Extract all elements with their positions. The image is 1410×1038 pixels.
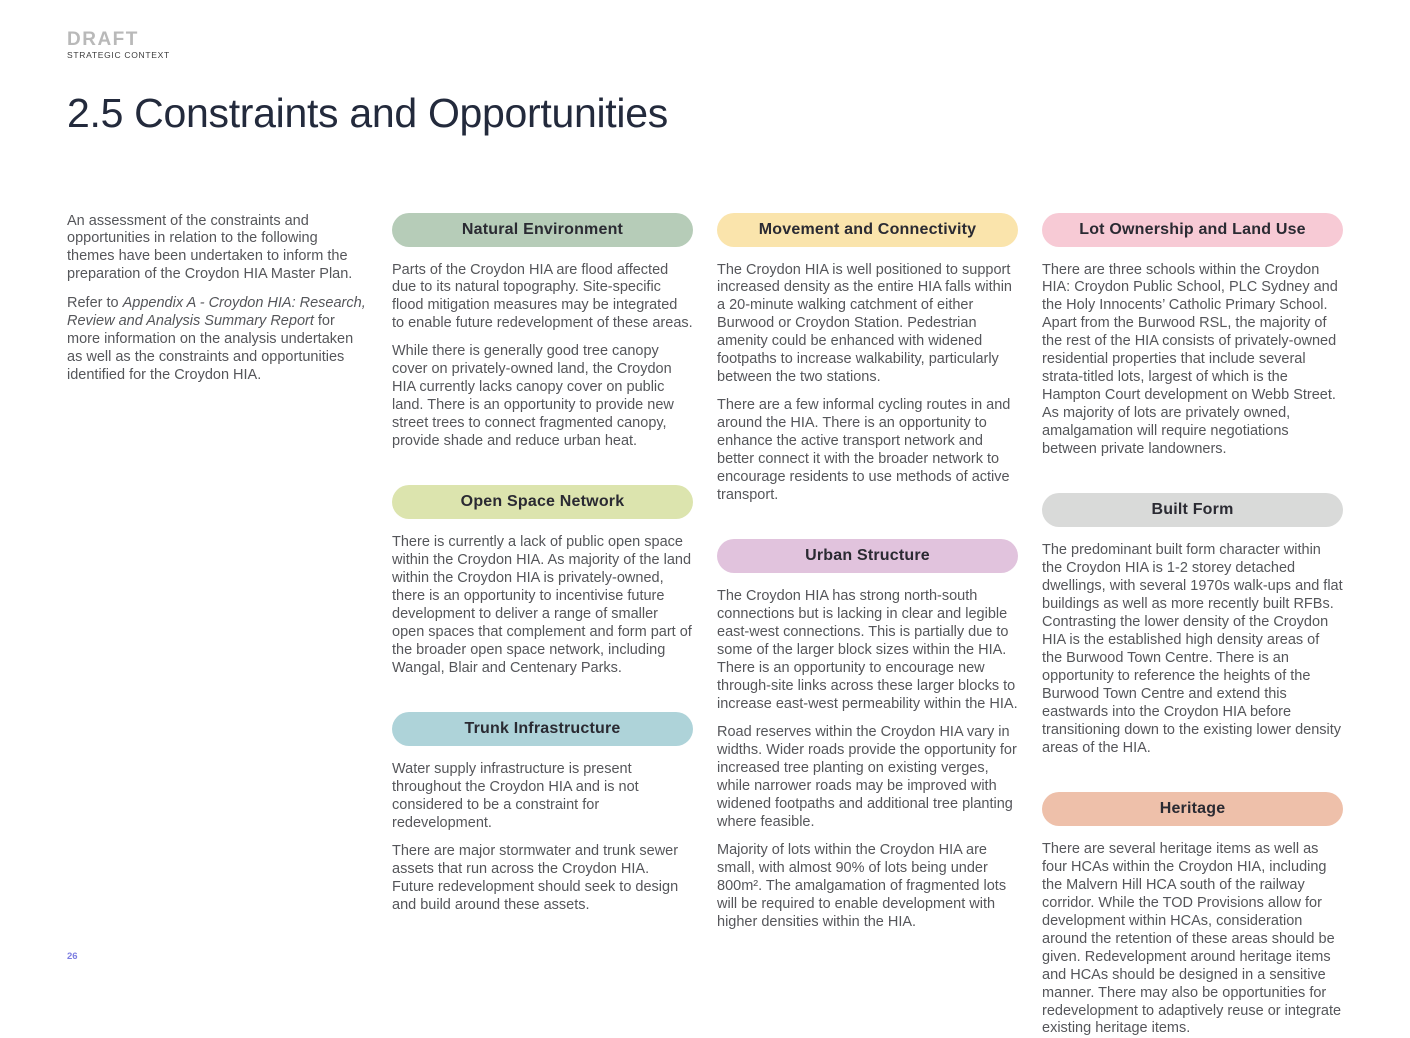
- theme-card-built-form: [1042, 493, 1343, 758]
- theme-pill-label: Trunk Infrastructure: [464, 720, 620, 738]
- theme-pill-label: Urban Structure: [805, 547, 930, 565]
- theme-pill-natural-environment: [392, 213, 693, 247]
- section-context-label: STRATEGIC CONTEXT: [67, 51, 1343, 60]
- theme-pill-label: Open Space Network: [461, 493, 625, 511]
- theme-paragraph: The Croydon HIA is well positioned to support increased density as the entire HIA falls within a 20-minute walking catchment of either Burwood or Croydon Station. Pedestrian amenity could be enhanced with widened footpaths to increase walkability, particularly between the two stations.: [717, 262, 1018, 388]
- theme-paragraph: There are major stormwater and trunk sewer assets that run across the Croydon HIA. Future redevelopment should seek to design and build around these assets.: [392, 843, 693, 915]
- theme-card-urban-structure: [717, 539, 1018, 931]
- draft-brand-block: [67, 30, 1343, 60]
- theme-card-heritage: [1042, 792, 1343, 1038]
- theme-pill-urban-structure: [717, 539, 1018, 573]
- intro-paragraph-2-prefix: Refer to: [67, 295, 123, 311]
- intro-column: [67, 213, 368, 1038]
- theme-paragraph: There are three schools within the Croydon HIA: Croydon Public School, PLC Sydney and the Holy Innocents’ Catholic Primary School. Apart from the Burwood RSL, the majority of the rest of the HIA consists of privately-owned residential properties that include several strata-titled lots, largest of which is the Hampton Court development on Webb Street. As majority of lots are privately owned, amalgamation will require negotiations between private landowners.: [1042, 262, 1343, 460]
- theme-paragraph: The predominant built form character within the Croydon HIA is 1-2 storey detached dwellings, with several 1970s walk-ups and flat buildings as well as more recently built RFBs. Contrasting the lower density of the Croydon HIA is the established high density areas of the Burwood Town Centre. There is an opportunity to reference the heights of the Burwood Town Centre and extend this eastwards into the Croydon HIA before transitioning down to the existing lower density areas of the HIA.: [1042, 542, 1343, 758]
- theme-card-lot-ownership: [1042, 213, 1343, 460]
- theme-pill-label: Natural Environment: [462, 221, 623, 239]
- theme-pill-movement-connectivity: [717, 213, 1018, 247]
- intro-paragraph-2-suffix: for more information on the analysis undertaken as well as the constraints and opportunities identified for the Croydon HIA.: [67, 313, 353, 383]
- theme-pill-built-form: [1042, 493, 1343, 527]
- theme-pill-heritage: [1042, 792, 1343, 826]
- draft-watermark: DRAFT: [67, 30, 1343, 49]
- theme-paragraph: Water supply infrastructure is present throughout the Croydon HIA and is not considered to be a constraint for redevelopment.: [392, 761, 693, 833]
- theme-card-open-space-network: [392, 485, 693, 678]
- theme-card-movement-connectivity: [717, 213, 1018, 506]
- page-number: 26: [67, 951, 78, 962]
- theme-paragraph: There are a few informal cycling routes in and around the HIA. There is an opportunity to enhance the active transport network and better connect it with the broader network to encourage residents to use methods of active transport.: [717, 397, 1018, 505]
- theme-paragraph: While there is generally good tree canopy cover on privately-owned land, the Croydon HIA currently lacks canopy cover on public land. There is an opportunity to provide new street trees to connect fragmented canopy, provide shade and reduce urban heat.: [392, 343, 693, 451]
- theme-paragraph: Road reserves within the Croydon HIA vary in widths. Wider roads provide the opportunity for increased tree planting on existing verges, while narrower roads may be improved with widened footpaths and additional tree planting where feasible.: [717, 724, 1018, 832]
- theme-card-trunk-infrastructure: [392, 712, 693, 915]
- theme-column-2: [717, 213, 1018, 1038]
- theme-paragraph: The Croydon HIA has strong north-south connections but is lacking in clear and legible east-west connections. This is partially due to some of the larger block sizes within the HIA. There is an opportunity to encourage new through-site links across these larger blocks to increase east-west permeability within the HIA.: [717, 588, 1018, 714]
- intro-paragraph-1: An assessment of the constraints and opportunities in relation to the following themes have been undertaken to inform the preparation of the Croydon HIA Master Plan.: [67, 213, 368, 285]
- intro-paragraph-2: [67, 295, 368, 385]
- theme-column-1: [392, 213, 693, 1038]
- appendix-reference: Appendix A - Croydon HIA: Research, Review and Analysis Summary Report: [67, 295, 366, 329]
- page-title: 2.5 Constraints and Opportunities: [67, 90, 1343, 137]
- theme-pill-lot-ownership: [1042, 213, 1343, 247]
- theme-pill-label: Built Form: [1152, 501, 1234, 519]
- theme-paragraph: There is currently a lack of public open space within the Croydon HIA. As majority of the land within the Croydon HIA is privately-owned, there is an opportunity to incentivise future development to deliver a range of smaller open spaces that complement and form part of the broader open space network, including Wangal, Blair and Centenary Parks.: [392, 534, 693, 678]
- theme-paragraph: Parts of the Croydon HIA are flood affected due to its natural topography. Site-specific flood mitigation measures may be integrated to enable future redevelopment of these areas.: [392, 262, 693, 334]
- theme-paragraph: There are several heritage items as well as four HCAs within the Croydon HIA, including the Malvern Hill HCA south of the railway corridor. While the TOD Provisions allow for development within HCAs, consideration around the retention of these areas should be given. Redevelopment around heritage items and HCAs should be designed in a sensitive manner. There may also be opportunities for redevelopment to adaptively reuse or integrate existing heritage items.: [1042, 841, 1343, 1038]
- theme-pill-trunk-infrastructure: [392, 712, 693, 746]
- content-columns: [67, 213, 1343, 1038]
- theme-pill-label: Movement and Connectivity: [759, 221, 976, 239]
- theme-paragraph: Majority of lots within the Croydon HIA are small, with almost 90% of lots being under 800m². The amalgamation of fragmented lots will be required to enable development with higher densities within the HIA.: [717, 842, 1018, 932]
- theme-pill-open-space-network: [392, 485, 693, 519]
- theme-pill-label: Heritage: [1160, 800, 1226, 818]
- theme-card-natural-environment: [392, 213, 693, 452]
- theme-pill-label: Lot Ownership and Land Use: [1079, 221, 1306, 239]
- theme-column-3: [1042, 213, 1343, 1038]
